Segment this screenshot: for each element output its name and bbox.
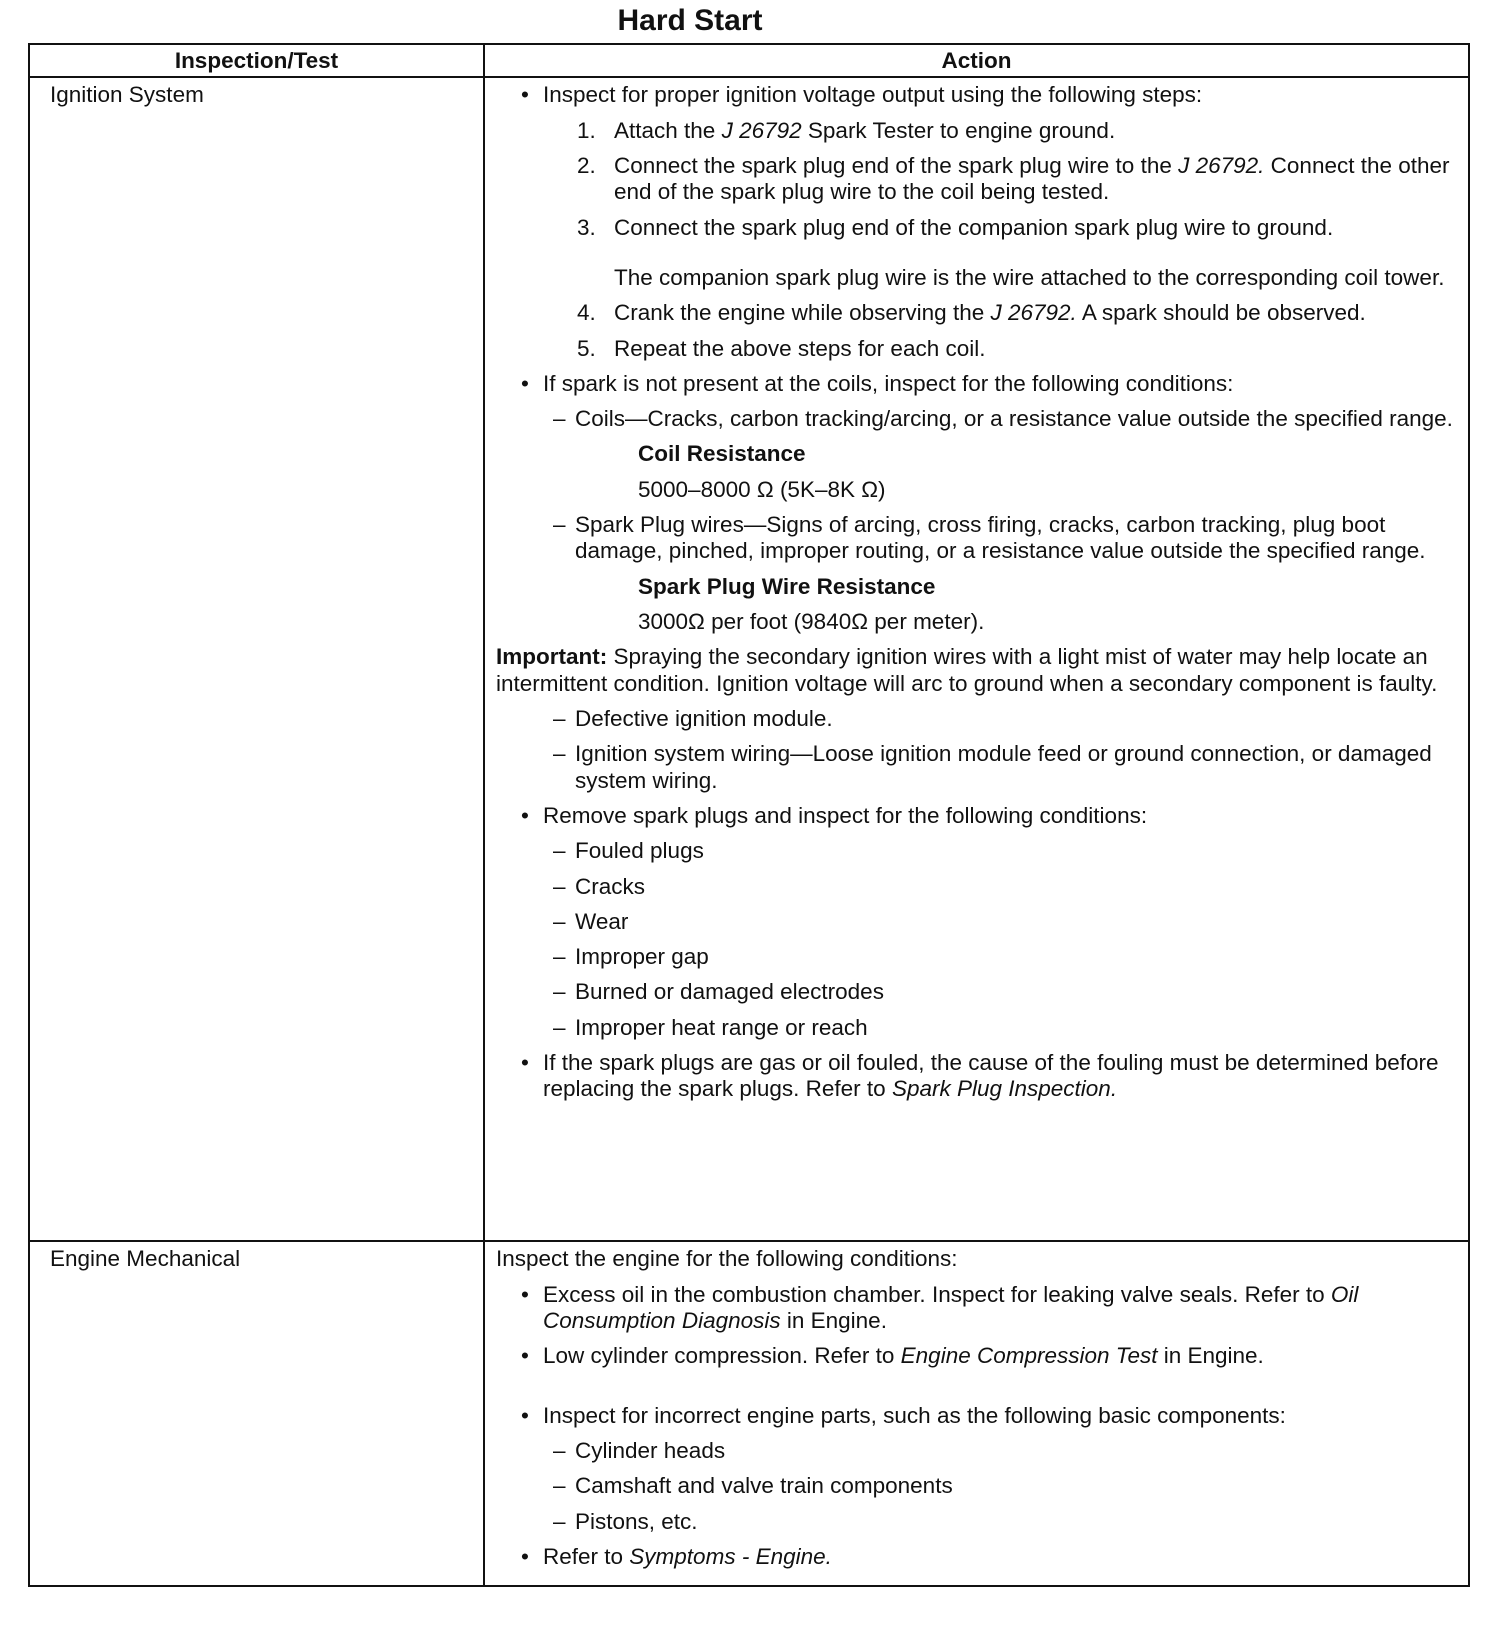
tool-ref: J 26792 (721, 117, 802, 143)
page-title: Hard Start (617, 4, 763, 37)
coil-resistance-title: Coil Resistance (638, 441, 806, 467)
step-4: 4. Crank the engine while observing the J 26792. A spark should be observed. (577, 300, 1366, 326)
engine-mechanical-label: Engine Mechanical (29, 1241, 484, 1586)
spacer (496, 1379, 1460, 1403)
list-item: – Pistons, etc. (496, 1509, 1460, 1535)
bullet-low-compression: • Low cylinder compression. Refer to Engine Compression Test in Engine. (496, 1343, 1460, 1369)
table-row-ignition (29, 77, 1469, 1241)
header-row (29, 44, 1469, 77)
list-item: – Cracks (496, 874, 1460, 900)
oil-consumption-ref: Oil Consumption Diagnosis (543, 1281, 1359, 1333)
bullet-excess-oil: • Excess oil in the combustion chamber. Inspect for leaking valve seals. Refer to Oil Consumption Diagnosis in Engine. (496, 1282, 1460, 1335)
bullet-incorrect-parts: • Inspect for incorrect engine parts, such as the following basic components: (496, 1403, 1460, 1429)
table-row-engine (29, 1241, 1469, 1586)
tool-ref: J 26792. (990, 300, 1077, 326)
hard-start-table (28, 43, 1470, 1587)
coil-resistance-value: 5000–8000 Ω (5K–8K Ω) (638, 476, 886, 502)
bullet-remove-plugs: • Remove spark plugs and inspect for the following conditions: (496, 803, 1460, 829)
step-1: 1. Attach the J 26792 Spark Tester to engine ground. (577, 117, 1116, 143)
list-item: – Wear (496, 909, 1460, 935)
dash-coils: – Coils—Cracks, carbon tracking/arcing, or a resistance value outside the specified range. (496, 406, 1460, 432)
bullet-fouled-plugs: • If the spark plugs are gas or oil fouled, the cause of the fouling must be determined before replacing the spark plugs. Refer to Spark Plug Inspection. (496, 1050, 1460, 1103)
dash-ignition-module: – Defective ignition module. (496, 706, 1460, 732)
tool-ref: J 26792. (1178, 152, 1265, 178)
bullet-no-spark: • If spark is not present at the coils, inspect for the following conditions: (496, 371, 1460, 397)
compression-test-ref: Engine Compression Test (900, 1343, 1158, 1369)
dash-spark-plug-wires: – Spark Plug wires—Signs of arcing, cross firing, cracks, carbon tracking, plug boot damage, pinched, improper routing, or a resistance value outside the specified range. (496, 512, 1460, 565)
wire-resistance-value: 3000Ω per foot (9840Ω per meter). (638, 609, 985, 634)
list-item: – Fouled plugs (496, 838, 1460, 864)
step-number: 5. (577, 335, 596, 361)
bullet-voltage-output: • Inspect for proper ignition voltage output using the following steps: (496, 82, 1460, 108)
list-item: – Improper gap (496, 944, 1460, 970)
engine-intro: Inspect the engine for the following conditions: (496, 1246, 958, 1272)
step-number: 4. (577, 300, 596, 326)
header-action: Action (484, 44, 1469, 77)
list-item: – Burned or damaged electrodes (496, 979, 1460, 1005)
list-item: – Improper heat range or reach (496, 1015, 1460, 1041)
ignition-system-label: Ignition System (29, 77, 484, 1241)
bullet-symptoms-engine: • Refer to Symptoms - Engine. (496, 1544, 1460, 1570)
step-number: 3. (577, 214, 596, 240)
important-note: Important: Spraying the secondary ignition wires with a light mist of water may help locate an intermittent condition. Ignition voltage will arc to ground when a secondary component is faulty. (496, 644, 1438, 696)
list-item: – Camshaft and valve train components (496, 1473, 1460, 1499)
step-2: 2. Connect the spark plug end of the spark plug wire to the J 26792. Connect the other end of the spark plug wire to the coil being tested. (577, 152, 1450, 205)
symptoms-engine-ref: Symptoms - Engine. (629, 1543, 832, 1569)
spark-plug-inspection-ref: Spark Plug Inspection. (891, 1076, 1118, 1102)
list-item: – Cylinder heads (496, 1438, 1460, 1464)
important-label: Important: (496, 644, 608, 670)
dash-ignition-wiring: – Ignition system wiring—Loose ignition module feed or ground connection, or damaged system wiring. (496, 741, 1460, 794)
step-number: 2. (577, 152, 596, 178)
step-number: 1. (577, 117, 596, 143)
step-3: 3. Connect the spark plug end of the companion spark plug wire to ground. (577, 214, 1334, 240)
header-inspection-test: Inspection/Test (29, 44, 484, 77)
ignition-action-cell (484, 77, 1469, 1241)
step-3-note: The companion spark plug wire is the wire attached to the corresponding coil tower. (614, 264, 1445, 290)
step-5: 5. Repeat the above steps for each coil. (577, 335, 986, 361)
engine-action-cell (484, 1241, 1469, 1586)
wire-resistance-title: Spark Plug Wire Resistance (638, 573, 936, 599)
